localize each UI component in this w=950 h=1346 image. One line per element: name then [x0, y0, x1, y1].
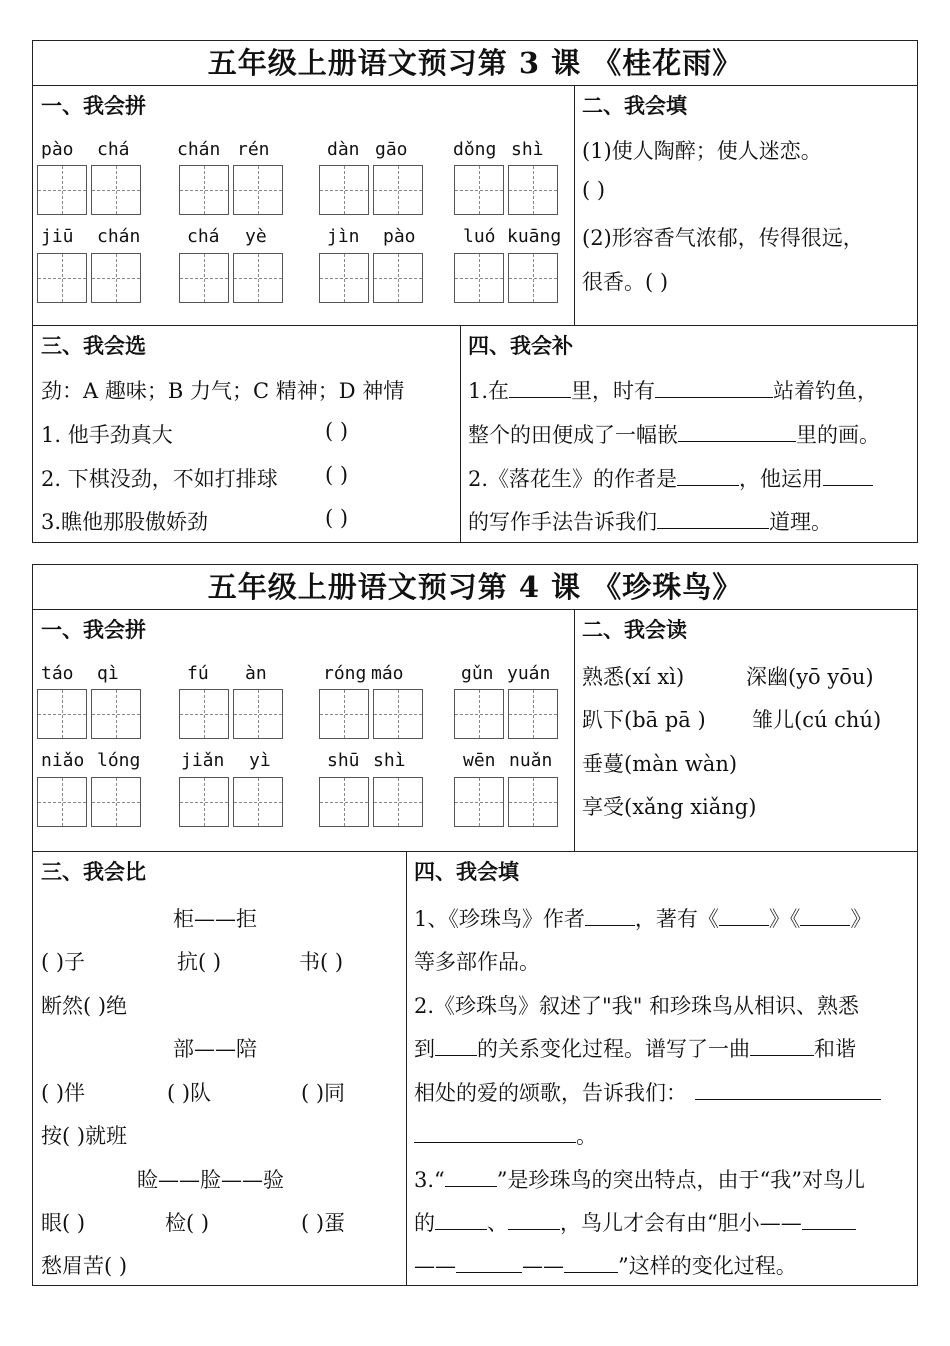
pinyin-label: shì	[511, 139, 544, 160]
lesson3-complete-section	[460, 325, 917, 543]
pinyin-label: róng	[323, 663, 367, 684]
text: ，著有《	[634, 907, 719, 931]
lesson4-fill-section	[406, 851, 917, 1286]
answer-blank[interactable]	[657, 510, 769, 529]
pinyin-label: pào	[383, 226, 416, 247]
text: 的写作手法告诉我们	[468, 510, 657, 534]
pinyin-label: qì	[97, 663, 119, 684]
writing-box[interactable]	[179, 253, 229, 303]
answer-blank[interactable]	[677, 467, 739, 486]
lesson3-fill-heading: 二、我会填	[582, 94, 687, 118]
pinyin-label: lóng	[97, 750, 141, 771]
writing-box[interactable]	[508, 253, 558, 303]
compare-group-title: 部——陪	[173, 1037, 257, 1061]
pinyin-label: wēn	[463, 750, 496, 771]
answer-blank[interactable]	[456, 1254, 522, 1273]
compare-blank[interactable]: ( )伴	[41, 1081, 86, 1105]
pinyin-label: jiǎn	[181, 750, 225, 771]
choose-answer[interactable]: ( )	[325, 463, 349, 487]
compare-blank[interactable]: ( )队	[167, 1081, 212, 1105]
writing-box[interactable]	[91, 689, 141, 739]
choose-options: 劲：A 趣味；B 力气；C 精神；D 神情	[41, 379, 405, 403]
answer-blank[interactable]	[445, 1168, 497, 1187]
compare-blank[interactable]: ( )同	[301, 1081, 346, 1105]
text: 相处的爱的颂歌，告诉我们：	[414, 1081, 687, 1105]
writing-box[interactable]	[233, 253, 283, 303]
pinyin-label: fú	[187, 663, 209, 684]
writing-box[interactable]	[91, 777, 141, 827]
answer-blank[interactable]	[564, 1254, 618, 1273]
answer-blank[interactable]	[695, 1081, 881, 1100]
lesson3-fill-section	[574, 85, 917, 325]
text: 里的画。	[796, 423, 880, 447]
writing-box[interactable]	[233, 777, 283, 827]
answer-blank[interactable]	[750, 1037, 814, 1056]
writing-box[interactable]	[91, 253, 141, 303]
read-item: 雏儿(cú chú)	[752, 708, 882, 732]
pinyin-label: niǎo	[41, 750, 85, 771]
compare-blank[interactable]: 书( )	[299, 950, 344, 974]
pinyin-label: rén	[237, 139, 270, 160]
complete-line-4	[468, 506, 832, 536]
answer-blank[interactable]	[509, 379, 571, 398]
pinyin-label: dǒng	[453, 139, 497, 160]
text: 整个的田便成了一幅嵌	[468, 423, 678, 447]
complete-line-2	[468, 419, 880, 449]
writing-box[interactable]	[454, 689, 504, 739]
lesson3-pinyin-section	[33, 85, 574, 325]
text: 2.《落花生》的作者是	[468, 467, 678, 491]
compare-blank[interactable]: 抗( )	[177, 950, 222, 974]
pinyin-label: shì	[373, 750, 406, 771]
lesson4-fill-heading: 四、我会填	[414, 860, 519, 884]
writing-box[interactable]	[319, 777, 369, 827]
lesson4-card	[32, 564, 918, 1286]
read-item: 深幽(yō yōu)	[746, 665, 874, 689]
compare-blank[interactable]: ( )蛋	[301, 1211, 346, 1235]
choose-answer[interactable]: ( )	[325, 419, 349, 443]
pinyin-label: yì	[249, 750, 271, 771]
fill-line-9	[414, 1250, 797, 1280]
text: ”是珍珠鸟的突出特点，由于“我”对鸟儿	[496, 1168, 865, 1192]
text: 3.“	[414, 1168, 445, 1192]
answer-blank[interactable]	[655, 379, 773, 398]
lesson3-row2	[33, 325, 917, 543]
pinyin-label: shū	[327, 750, 360, 771]
compare-group-title: 柜——拒	[173, 907, 257, 931]
writing-box[interactable]	[37, 777, 87, 827]
answer-blank[interactable]	[823, 467, 873, 486]
pinyin-label: àn	[245, 663, 267, 684]
writing-box[interactable]	[91, 165, 141, 215]
pinyin-label: jìn	[327, 226, 360, 247]
writing-box[interactable]	[37, 689, 87, 739]
writing-box[interactable]	[454, 253, 504, 303]
writing-box[interactable]	[373, 165, 423, 215]
writing-box[interactable]	[508, 689, 558, 739]
text: 1、《珍珠鸟》作者	[414, 907, 585, 931]
text: 1.在	[468, 379, 510, 403]
writing-box[interactable]	[233, 165, 283, 215]
text: 》《	[768, 907, 801, 931]
fill-line-3: 2.《珍珠鸟》叙述了"我" 和珍珠鸟从相识、熟悉	[414, 994, 860, 1018]
choose-answer[interactable]: ( )	[325, 506, 349, 530]
text: 到	[414, 1037, 435, 1061]
pinyin-label: nuǎn	[509, 750, 553, 771]
pinyin-label: chá	[97, 139, 130, 160]
answer-blank[interactable]	[414, 1124, 576, 1143]
fill-line-5	[414, 1077, 881, 1107]
answer-blank[interactable]	[719, 907, 769, 926]
fill-line-6	[414, 1120, 597, 1150]
fill-line-7	[414, 1164, 865, 1194]
writing-box[interactable]	[37, 165, 87, 215]
complete-line-1	[468, 375, 878, 405]
writing-box[interactable]	[179, 165, 229, 215]
pinyin-label: yuán	[507, 663, 551, 684]
answer-blank[interactable]	[678, 423, 796, 442]
text: 的	[414, 1211, 435, 1235]
text: ，鸟儿才会有由“胆小——	[560, 1211, 802, 1235]
lesson4-title: 五年级上册语文预习第 4 课 《珍珠鸟》	[33, 565, 917, 610]
text: 。	[576, 1124, 597, 1148]
writing-box[interactable]	[373, 253, 423, 303]
compare-blank[interactable]: ( )子	[41, 950, 86, 974]
text: 道理。	[769, 510, 832, 534]
pinyin-label: gāo	[375, 139, 408, 160]
lesson3-complete-heading: 四、我会补	[468, 334, 573, 358]
writing-box[interactable]	[508, 777, 558, 827]
fill-line-4	[414, 1033, 856, 1063]
lesson4-compare-heading: 三、我会比	[41, 860, 146, 884]
writing-box[interactable]	[373, 777, 423, 827]
answer-blank[interactable]	[435, 1037, 477, 1056]
answer-blank[interactable]	[800, 907, 850, 926]
writing-box[interactable]	[454, 165, 504, 215]
pinyin-label: kuāng	[507, 226, 562, 247]
text: ，他运用	[739, 467, 824, 491]
read-item: 垂蔓(màn wàn)	[582, 752, 738, 776]
choose-item: 1. 他手劲真大	[41, 423, 173, 447]
pinyin-label: jiū	[41, 226, 74, 247]
text: 》	[850, 907, 872, 931]
read-item: 熟悉(xí xì)	[582, 665, 685, 689]
pinyin-label: dàn	[327, 139, 360, 160]
lesson3-pinyin-heading: 一、我会拼	[41, 94, 146, 118]
lesson4-row1	[33, 609, 917, 851]
fill-answer-2[interactable]: 很香。( )	[582, 270, 669, 294]
choose-item: 2. 下棋没劲，不如打排球	[41, 467, 278, 491]
text: 的关系变化过程。谱写了一曲	[477, 1037, 750, 1061]
answer-blank[interactable]	[585, 907, 635, 926]
writing-box[interactable]	[454, 777, 504, 827]
read-item: 享受(xǎng xiǎng)	[582, 795, 757, 819]
fill-question-2: (2)形容香气浓郁，传得很远，	[582, 226, 864, 250]
text: 和谐	[814, 1037, 856, 1061]
text: ”这样的变化过程。	[618, 1254, 797, 1278]
writing-box[interactable]	[179, 689, 229, 739]
answer-blank[interactable]	[435, 1211, 487, 1230]
lesson4-read-section	[574, 609, 917, 851]
writing-box[interactable]	[37, 253, 87, 303]
fill-line-2: 等多部作品。	[414, 950, 540, 974]
fill-question-1: (1)使人陶醉；使人迷恋。	[582, 139, 822, 163]
writing-box[interactable]	[319, 165, 369, 215]
writing-box[interactable]	[373, 689, 423, 739]
writing-box[interactable]	[233, 689, 283, 739]
fill-line-8	[414, 1207, 856, 1237]
pinyin-label: táo	[41, 663, 74, 684]
compare-group-title: 睑——脸——验	[137, 1168, 284, 1192]
lesson4-pinyin-section	[33, 609, 574, 851]
compare-blank[interactable]: 按( )就班	[41, 1124, 128, 1148]
pinyin-label: chán	[97, 226, 141, 247]
pinyin-label: pào	[41, 139, 74, 160]
lesson3-choose-section	[33, 325, 460, 543]
lesson4-pinyin-heading: 一、我会拼	[41, 618, 146, 642]
text: ——	[414, 1254, 456, 1278]
text: 里，时有	[571, 379, 656, 403]
writing-box[interactable]	[508, 165, 558, 215]
lesson4-compare-section	[33, 851, 406, 1286]
writing-box[interactable]	[179, 777, 229, 827]
compare-blank[interactable]: 眼( )	[41, 1211, 86, 1235]
pinyin-label: luó	[463, 226, 496, 247]
complete-line-3	[468, 463, 873, 493]
pinyin-label: máo	[371, 663, 404, 684]
writing-box[interactable]	[319, 689, 369, 739]
pinyin-label: chá	[187, 226, 220, 247]
compare-blank[interactable]: 检( )	[165, 1211, 210, 1235]
fill-answer-1[interactable]: ( )	[582, 178, 606, 202]
text: 、	[487, 1211, 508, 1235]
answer-blank[interactable]	[802, 1211, 856, 1230]
text: 站着钓鱼，	[773, 379, 879, 403]
text: ——	[522, 1254, 564, 1278]
pinyin-label: chán	[177, 139, 221, 160]
fill-line-1	[414, 903, 871, 933]
compare-blank[interactable]: 断然( )绝	[41, 994, 128, 1018]
lesson3-choose-heading: 三、我会选	[41, 334, 146, 358]
pinyin-label: yè	[245, 226, 267, 247]
lesson3-row1	[33, 85, 917, 325]
writing-box[interactable]	[319, 253, 369, 303]
pinyin-label: gǔn	[461, 663, 494, 684]
lesson4-row2	[33, 851, 917, 1286]
lesson3-card	[32, 40, 918, 543]
lesson3-title: 五年级上册语文预习第 3 课 《桂花雨》	[33, 41, 917, 86]
answer-blank[interactable]	[508, 1211, 560, 1230]
choose-item: 3.瞧他那股傲娇劲	[41, 510, 209, 534]
compare-blank[interactable]: 愁眉苦( )	[41, 1254, 128, 1278]
read-item: 趴下(bā pā )	[582, 708, 706, 732]
lesson4-read-heading: 二、我会读	[582, 618, 687, 642]
